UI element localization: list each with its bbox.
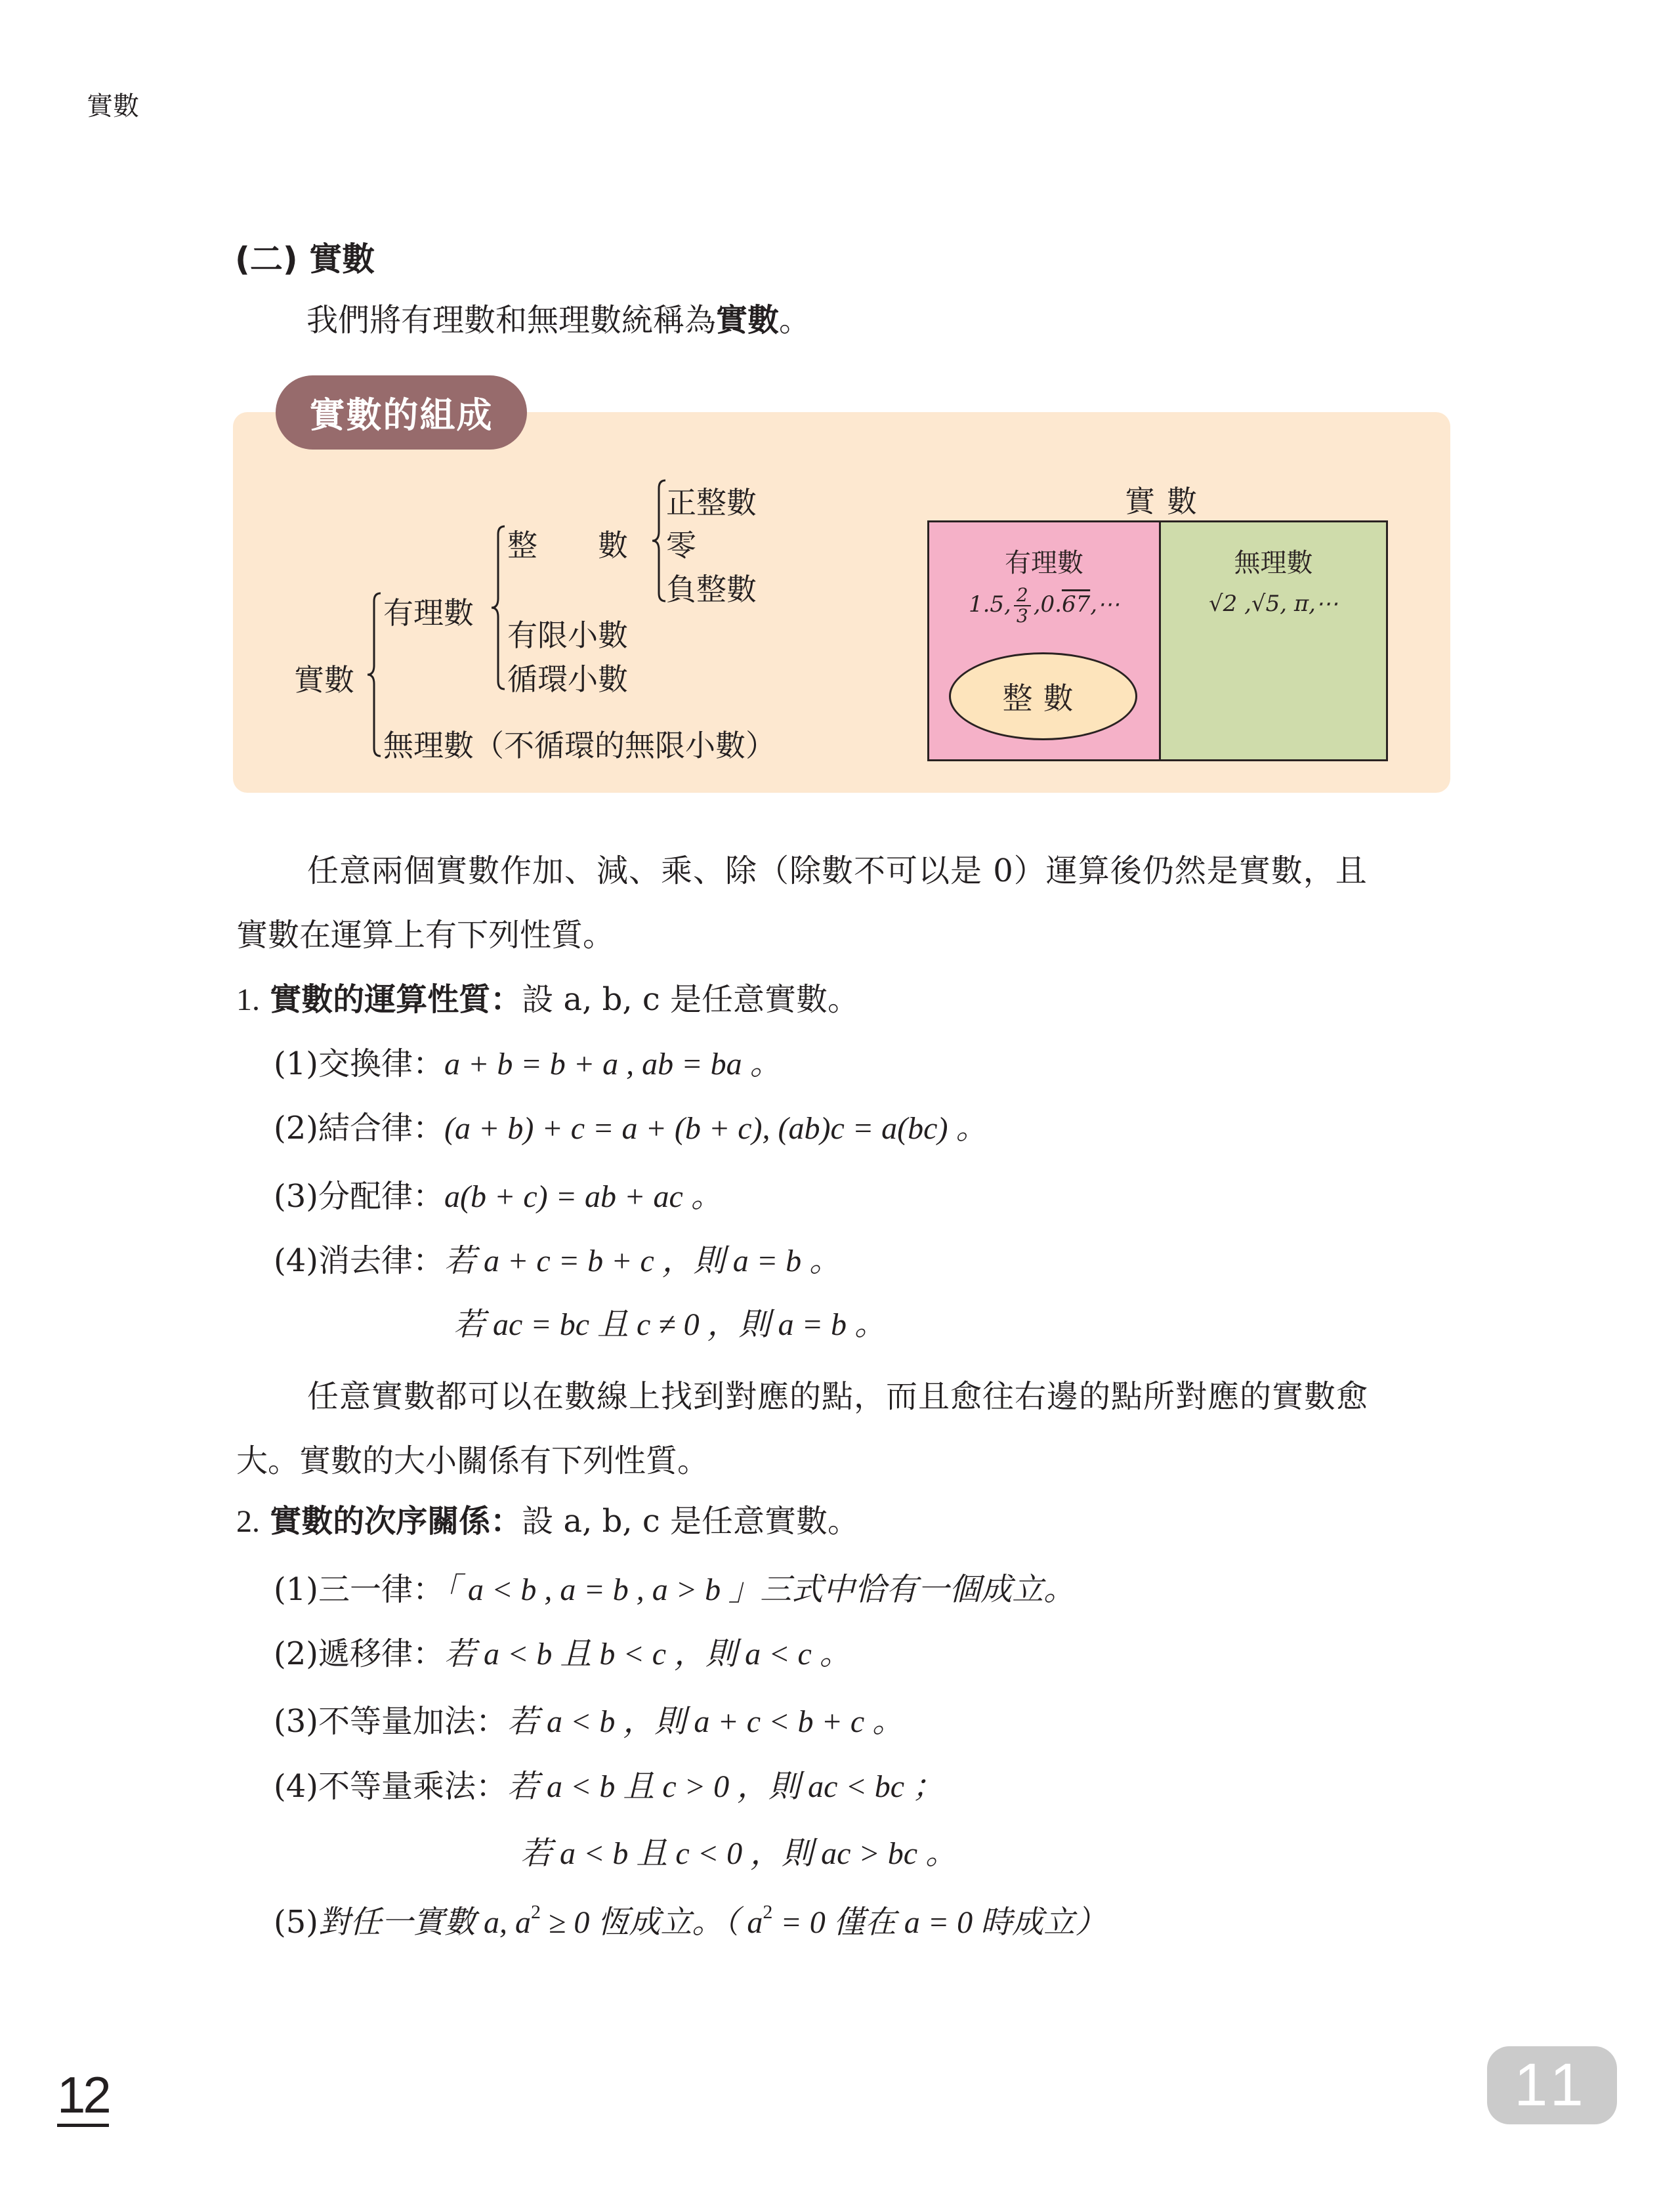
intro-period: 。 (779, 302, 811, 339)
item-label: (5) (274, 1904, 318, 1941)
property-2-item-2 (274, 1634, 851, 1674)
property-2-item-1 (274, 1570, 1075, 1610)
item-label: (1)交換律： (274, 1045, 444, 1082)
item-formula-c: = 0 僅在 a = 0 時成立） (772, 1905, 1107, 1940)
chapter-badge: 11 (1487, 2046, 1617, 2124)
rational-example-repeating-prefix: ,0. (1033, 591, 1062, 618)
tree-integer: 整 數 (507, 528, 628, 563)
section-title: (二) 實數 (235, 240, 375, 278)
rational-example-repeating-digits: 67 (1061, 591, 1091, 618)
item-label: (1)三一律： (274, 1571, 444, 1608)
item-formula-b: ≥ 0 恆成立。（ a (541, 1905, 763, 1940)
tree-positive-integer: 正整數 (666, 485, 757, 520)
venn-diagram (927, 520, 1388, 761)
property-2-item-4 (274, 1767, 944, 1807)
property-2-heading (236, 1502, 859, 1542)
tree-terminating-decimal: 有限小數 (507, 618, 628, 653)
property-1-lead: 設 a, b, c 是任意實數。 (522, 981, 860, 1018)
property-1-item-2 (274, 1108, 987, 1148)
property-1-item-3 (274, 1177, 723, 1217)
item-formula: 若 a + c = b + c ，則 a = b 。 (444, 1244, 841, 1278)
tree-repeating-decimal: 循環小數 (507, 662, 628, 697)
superscript-2: 2 (531, 1901, 541, 1923)
venn-rational-label: 有理數 (1005, 548, 1083, 578)
venn-rational-region (929, 522, 1161, 759)
property-1-item-1 (274, 1044, 782, 1084)
tree-zero: 零 (666, 528, 696, 563)
venn-irrational-region (1161, 522, 1386, 759)
item-label: (2)結合律： (274, 1110, 444, 1147)
running-header-title: 實數 (87, 91, 139, 121)
rational-example-fraction (1014, 585, 1031, 626)
item-label: (2)遞移律： (274, 1635, 444, 1672)
property-2-lead: 設 a, b, c 是任意實數。 (522, 1503, 860, 1540)
panel-title-pill: 實數的組成 (276, 375, 527, 450)
property-2-title: 實數的次序關係： (270, 1503, 522, 1540)
tree-root-real: 實數 (294, 662, 354, 698)
item-label: (4)不等量乘法： (274, 1768, 507, 1805)
item-formula: a + b = b + a , ab = ba 。 (444, 1047, 782, 1082)
property-2-item-4-continuation: 若 a < b 且 c < 0 ，則 ac > bc 。 (520, 1836, 957, 1871)
paragraph-1-line-2: 實數在運算上有下列性質。 (236, 917, 615, 954)
venn-title: 實數 (1125, 484, 1209, 519)
property-1-heading (236, 980, 859, 1020)
outer-brace-icon (365, 592, 385, 757)
page-number: 12 (57, 2069, 109, 2127)
venn-rational-examples (929, 585, 1159, 626)
rational-example-decimal: 1.5, (968, 591, 1011, 618)
rational-example-ellipsis: ,⋯ (1090, 591, 1120, 618)
tree-rational: 有理數 (383, 595, 474, 631)
fraction-numerator: 2 (1014, 585, 1031, 606)
paragraph-2-line-1: 任意實數都可以在數線上找到對應的點，而且愈往右邊的點所對應的實數愈 (307, 1378, 1369, 1415)
item-formula: (a + b) + c = a + (b + c), (ab)c = a(bc) 。 (444, 1111, 988, 1146)
item-formula: 若 a < b ，則 a + c < b + c 。 (507, 1704, 904, 1739)
rational-brace-icon (489, 525, 509, 690)
item-formula-a: 對任一實數 a, a (318, 1905, 532, 1940)
venn-integer-ellipse: 整數 (949, 652, 1137, 740)
venn-irrational-label: 無理數 (1234, 548, 1313, 578)
paragraph-1-line-1: 任意兩個實數作加、減、乘、除（除數不可以是 0）運算後仍然是實數，且 (307, 852, 1368, 889)
property-1-number: 1. (236, 982, 260, 1017)
intro-keyword: 實數 (716, 302, 780, 339)
item-label: (4)消去律： (274, 1242, 444, 1279)
item-label: (3)分配律： (274, 1178, 444, 1215)
intro-paragraph (306, 301, 810, 340)
paragraph-2-line-2: 大。實數的大小關係有下列性質。 (236, 1442, 709, 1479)
property-1-item-4 (274, 1241, 841, 1281)
item-formula: 若 a < b 且 c > 0 ，則 ac < bc ； (507, 1769, 944, 1804)
item-label: (3)不等量加法： (274, 1703, 507, 1740)
item-formula: a(b + c) = ab + ac 。 (444, 1179, 723, 1214)
item-formula: 若 a < b 且 b < c ，則 a < c 。 (444, 1637, 851, 1672)
tree-irrational: 無理數（不循環的無限小數） (383, 728, 776, 763)
intro-text: 我們將有理數和無理數統稱為 (306, 302, 717, 339)
item-formula: 「 a < b , a = b , a > b 」三式中恰有一個成立。 (444, 1572, 1076, 1607)
property-2-item-5 (274, 1903, 1106, 1943)
property-2-number: 2. (236, 1504, 260, 1539)
property-1-item-4-continuation: 若 ac = bc 且 c ≠ 0 ，則 a = b 。 (453, 1307, 887, 1342)
superscript-2: 2 (763, 1901, 773, 1923)
property-2-item-3 (274, 1702, 904, 1742)
property-1-title: 實數的運算性質： (270, 981, 522, 1018)
fraction-denominator: 3 (1016, 605, 1028, 627)
tree-negative-integer: 負整數 (666, 572, 757, 607)
venn-irrational-examples: √2 ,√5, π,⋯ (1209, 591, 1338, 617)
